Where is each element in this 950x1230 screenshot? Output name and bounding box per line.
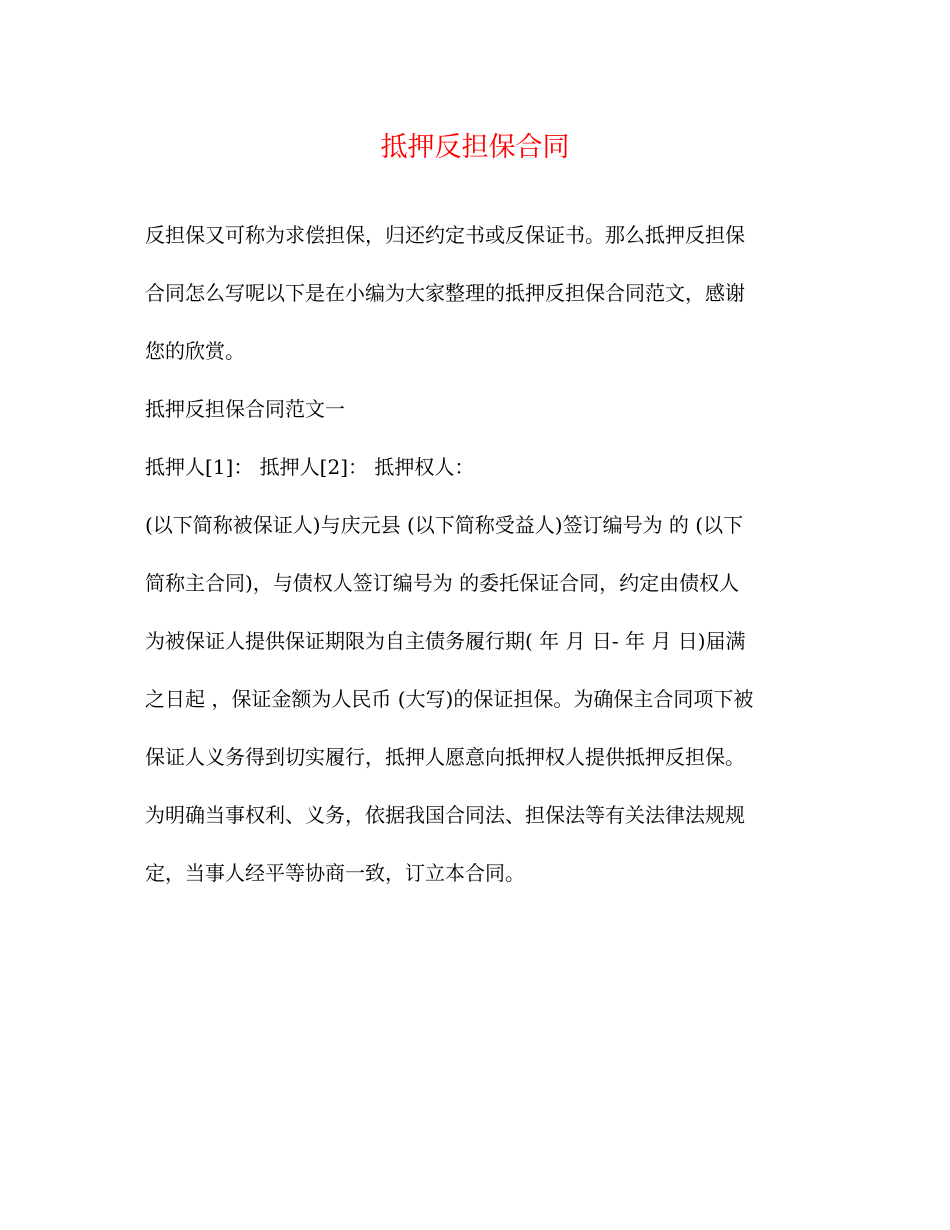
text-line: 简称主合同)，与债权人签订编号为 的委托保证合同，约定由债权人 xyxy=(145,571,740,595)
text-line: 合同怎么写呢以下是在小编为大家整理的抵押反担保合同范文，感谢 xyxy=(145,281,745,305)
text-line: 保证人义务得到切实履行，抵押人愿意向抵押权人提供抵押反担保。 xyxy=(145,745,745,769)
text-line: (以下简称被保证人)与庆元县 (以下简称受益人)签订编号为 的 (以下 xyxy=(145,513,744,537)
document-body xyxy=(145,206,810,902)
text-line: 之日起 ，保证金额为人民币 (大写)的保证担保。为确保主合同项下被 xyxy=(145,687,754,711)
text-line: 定，当事人经平等协商一致，订立本合同。 xyxy=(145,861,525,885)
document-title: 抵押反担保合同 xyxy=(380,132,570,163)
section-heading: 抵押反担保合同范文一 xyxy=(145,397,345,421)
text-line: 为被保证人提供保证期限为自主债务履行期( 年 月 日- 年 月 日)届满 xyxy=(145,629,746,653)
parties-line: 抵押人[1]： 抵押人[2]： 抵押权人： xyxy=(145,455,475,479)
text-line: 反担保又可称为求偿担保，归还约定书或反保证书。那么抵押反担保 xyxy=(145,223,745,247)
text-line: 您的欣赏。 xyxy=(145,339,245,363)
text-line: 为明确当事权利、义务，依据我国合同法、担保法等有关法律法规规 xyxy=(145,803,745,827)
